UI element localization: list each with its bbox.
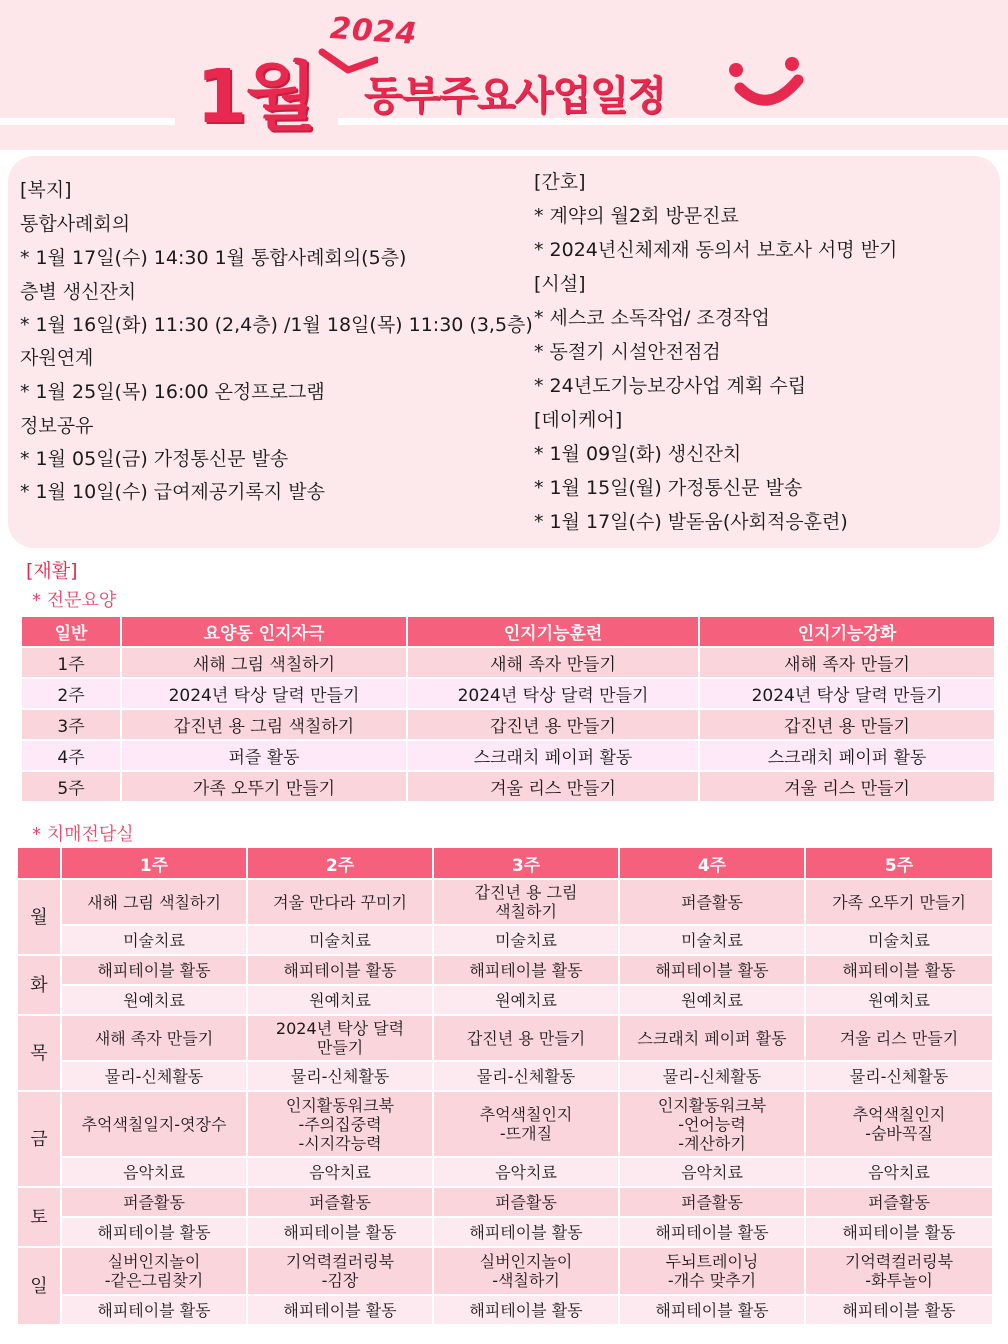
program-cell: 갑진년 용 만들기 [408,710,698,739]
program-cell: 원예치료 [434,986,618,1014]
program-cell: 스크래치 페이퍼 활동 [408,741,698,770]
schedule-item: * 1월 17일(수) 발돋움(사회적응훈련) [534,511,848,533]
table-row [18,986,992,1014]
program-cell: 원예치료 [248,986,432,1014]
schedule-item: * 1월 05일(금) 가정통신문 발송 [20,448,289,470]
program-cell: 두뇌트레이닝 -개수 맞추기 [620,1248,804,1294]
program-cell: 새해 족자 만들기 [62,1016,246,1060]
program-cell: 2024년 탁상 달력 만들기 [700,679,994,708]
program-cell: 겨울 만다라 꾸미기 [248,880,432,924]
section-heading: [간호] [534,171,586,193]
table-row [18,1218,992,1246]
program-cell: 겨울 리스 만들기 [700,772,994,801]
program-cell: 스크래치 페이퍼 활동 [620,1016,804,1060]
header-year: 2024 [328,10,419,53]
program-cell: 갑진년 용 만들기 [700,710,994,739]
day-label: 월 [18,880,60,954]
table-row [18,1188,992,1216]
table-row [22,741,994,770]
section-heading: 정보공유 [20,415,94,437]
table-row [18,956,992,984]
schedule-item: * 24년도기능보강사업 계획 수립 [534,375,807,397]
program-cell: 퍼즐활동 [248,1188,432,1216]
program-cell: 원예치료 [806,986,992,1014]
program-cell: 인지활동워크북 -언어능력 -계산하기 [620,1092,804,1156]
week-label: 3주 [22,710,120,739]
program-cell: 해피테이블 활동 [806,1296,992,1324]
program-cell: 원예치료 [62,986,246,1014]
table2-subtitle: * 치매전담실 [32,824,134,845]
program-cell: 해피테이블 활동 [62,1218,246,1246]
day-label: 토 [18,1188,60,1246]
program-cell: 물리-신체활동 [620,1062,804,1090]
program-cell: 퍼즐활동 [62,1188,246,1216]
column-header: 요양동 인지자극 [122,617,406,646]
week-label: 5주 [22,772,120,801]
program-cell: 해피테이블 활동 [434,1296,618,1324]
program-cell: 새해 그림 색칠하기 [62,880,246,924]
column-header: 2주 [248,848,432,878]
rehab-heading: [재활] [26,560,78,582]
table-row [22,710,994,739]
column-header: 4주 [620,848,804,878]
program-cell: 미술치료 [806,926,992,954]
program-cell: 기억력컬러링북 -김장 [248,1248,432,1294]
right-column [534,156,994,546]
schedule-item: * 동절기 시설안전점검 [534,341,721,363]
program-cell: 물리-신체활동 [62,1062,246,1090]
section-heading: [시설] [534,273,586,295]
table-row [22,772,994,801]
schedule-item: * 1월 17일(수) 14:30 1월 통합사례회의(5층) [20,247,407,269]
program-cell: 실버인지놀이 -색칠하기 [434,1248,618,1294]
program-cell: 해피테이블 활동 [248,956,432,984]
program-cell: 해피테이블 활동 [62,956,246,984]
program-cell: 음악치료 [620,1158,804,1186]
header-divider-left [0,118,175,125]
program-cell: 해피테이블 활동 [806,1218,992,1246]
table-row [18,1296,992,1324]
program-cell: 갑진년 용 그림 색칠하기 [434,880,618,924]
program-cell: 해피테이블 활동 [620,956,804,984]
program-cell: 미술치료 [434,926,618,954]
program-cell: 갑진년 용 그림 색칠하기 [122,710,406,739]
program-cell: 갑진년 용 만들기 [434,1016,618,1060]
program-cell: 원예치료 [620,986,804,1014]
program-cell: 퍼즐 활동 [122,741,406,770]
program-cell: 미술치료 [248,926,432,954]
program-cell: 새해 족자 만들기 [700,648,994,677]
dementia-program-table [16,846,994,1326]
program-cell: 새해 족자 만들기 [408,648,698,677]
schedule-item: * 1월 16일(화) 11:30 (2,4층) /1월 18일(목) 11:30 (3,5층) [20,314,533,336]
program-cell: 퍼즐활동 [620,880,804,924]
column-header: 인지기능훈련 [408,617,698,646]
table-row [18,1016,992,1060]
page-title: 동부주요사업일정 [364,73,666,119]
corner-header [18,848,60,878]
program-cell: 물리-신체활동 [434,1062,618,1090]
day-label: 금 [18,1092,60,1186]
section-heading: 층별 생신잔치 [20,281,137,303]
care-program-table [20,615,996,803]
program-cell: 추억색칠인지 -숨바꼭질 [806,1092,992,1156]
program-cell: 해피테이블 활동 [806,956,992,984]
column-header: 3주 [434,848,618,878]
program-cell: 인지활동워크북 -주의집중력 -시지각능력 [248,1092,432,1156]
program-cell: 스크래치 페이퍼 활동 [700,741,994,770]
schedule-item: * 2024년신체제재 동의서 보호사 서명 받기 [534,239,898,261]
schedule-item: * 1월 10일(수) 급여제공기록지 발송 [20,481,325,503]
schedule-info-box [8,156,1000,548]
week-label: 1주 [22,648,120,677]
table-row [18,1158,992,1186]
section-heading: [데이케어] [534,409,623,431]
week-label: 2주 [22,679,120,708]
column-header: 일반 [22,617,120,646]
program-cell: 기억력컬러링북 -화투놀이 [806,1248,992,1294]
day-label: 화 [18,956,60,1014]
program-cell: 물리-신체활동 [806,1062,992,1090]
program-cell: 미술치료 [620,926,804,954]
program-cell: 2024년 탁상 달력 만들기 [248,1016,432,1060]
program-cell: 2024년 탁상 달력 만들기 [408,679,698,708]
table-row [18,1248,992,1294]
table-row [18,1062,992,1090]
schedule-item: * 계약의 월2회 방문진료 [534,205,739,227]
program-cell: 실버인지놀이 -같은그림찾기 [62,1248,246,1294]
program-cell: 해피테이블 활동 [620,1296,804,1324]
program-cell: 퍼즐활동 [434,1188,618,1216]
column-header: 인지기능강화 [700,617,994,646]
week-label: 4주 [22,741,120,770]
section-heading: 통합사례회의 [20,213,131,235]
program-cell: 물리-신체활동 [248,1062,432,1090]
program-cell: 해피테이블 활동 [248,1296,432,1324]
program-cell: 가족 오뚜기 만들기 [806,880,992,924]
program-cell: 해피테이블 활동 [434,1218,618,1246]
program-cell: 퍼즐활동 [620,1188,804,1216]
program-cell: 겨울 리스 만들기 [806,1016,992,1060]
section-heading: [복지] [20,179,72,201]
table-row [22,679,994,708]
program-cell: 해피테이블 활동 [62,1296,246,1324]
program-cell: 해피테이블 활동 [248,1218,432,1246]
program-cell: 새해 그림 색칠하기 [122,648,406,677]
table-row [18,880,992,924]
program-cell: 퍼즐활동 [806,1188,992,1216]
day-label: 일 [18,1248,60,1324]
table-row [22,648,994,677]
program-cell: 추억색칠일지-엿장수 [62,1092,246,1156]
program-cell: 음악치료 [62,1158,246,1186]
header-banner [0,0,1008,150]
program-cell: 추억색칠인지 -뜨개질 [434,1092,618,1156]
schedule-item: * 1월 09일(화) 생신잔치 [534,443,742,465]
schedule-item: * 1월 15일(월) 가정통신문 발송 [534,477,803,499]
schedule-item: * 세스코 소독작업/ 조경작업 [534,307,770,329]
program-cell: 겨울 리스 만들기 [408,772,698,801]
header-month: 1월 [196,54,315,140]
column-header: 5주 [806,848,992,878]
program-cell: 가족 오뚜기 만들기 [122,772,406,801]
smiley-icon [722,54,812,114]
left-column [20,156,533,546]
program-cell: 해피테이블 활동 [620,1218,804,1246]
day-label: 목 [18,1016,60,1090]
program-cell: 해피테이블 활동 [434,956,618,984]
program-cell: 음악치료 [806,1158,992,1186]
table1-subtitle: * 전문요양 [32,590,117,611]
table-row [18,1092,992,1156]
program-cell: 미술치료 [62,926,246,954]
program-cell: 음악치료 [434,1158,618,1186]
column-header: 1주 [62,848,246,878]
program-cell: 2024년 탁상 달력 만들기 [122,679,406,708]
schedule-item: * 1월 25일(목) 16:00 온정프로그램 [20,381,325,403]
table-row [18,926,992,954]
program-cell: 음악치료 [248,1158,432,1186]
section-heading: 자원연계 [20,347,94,369]
